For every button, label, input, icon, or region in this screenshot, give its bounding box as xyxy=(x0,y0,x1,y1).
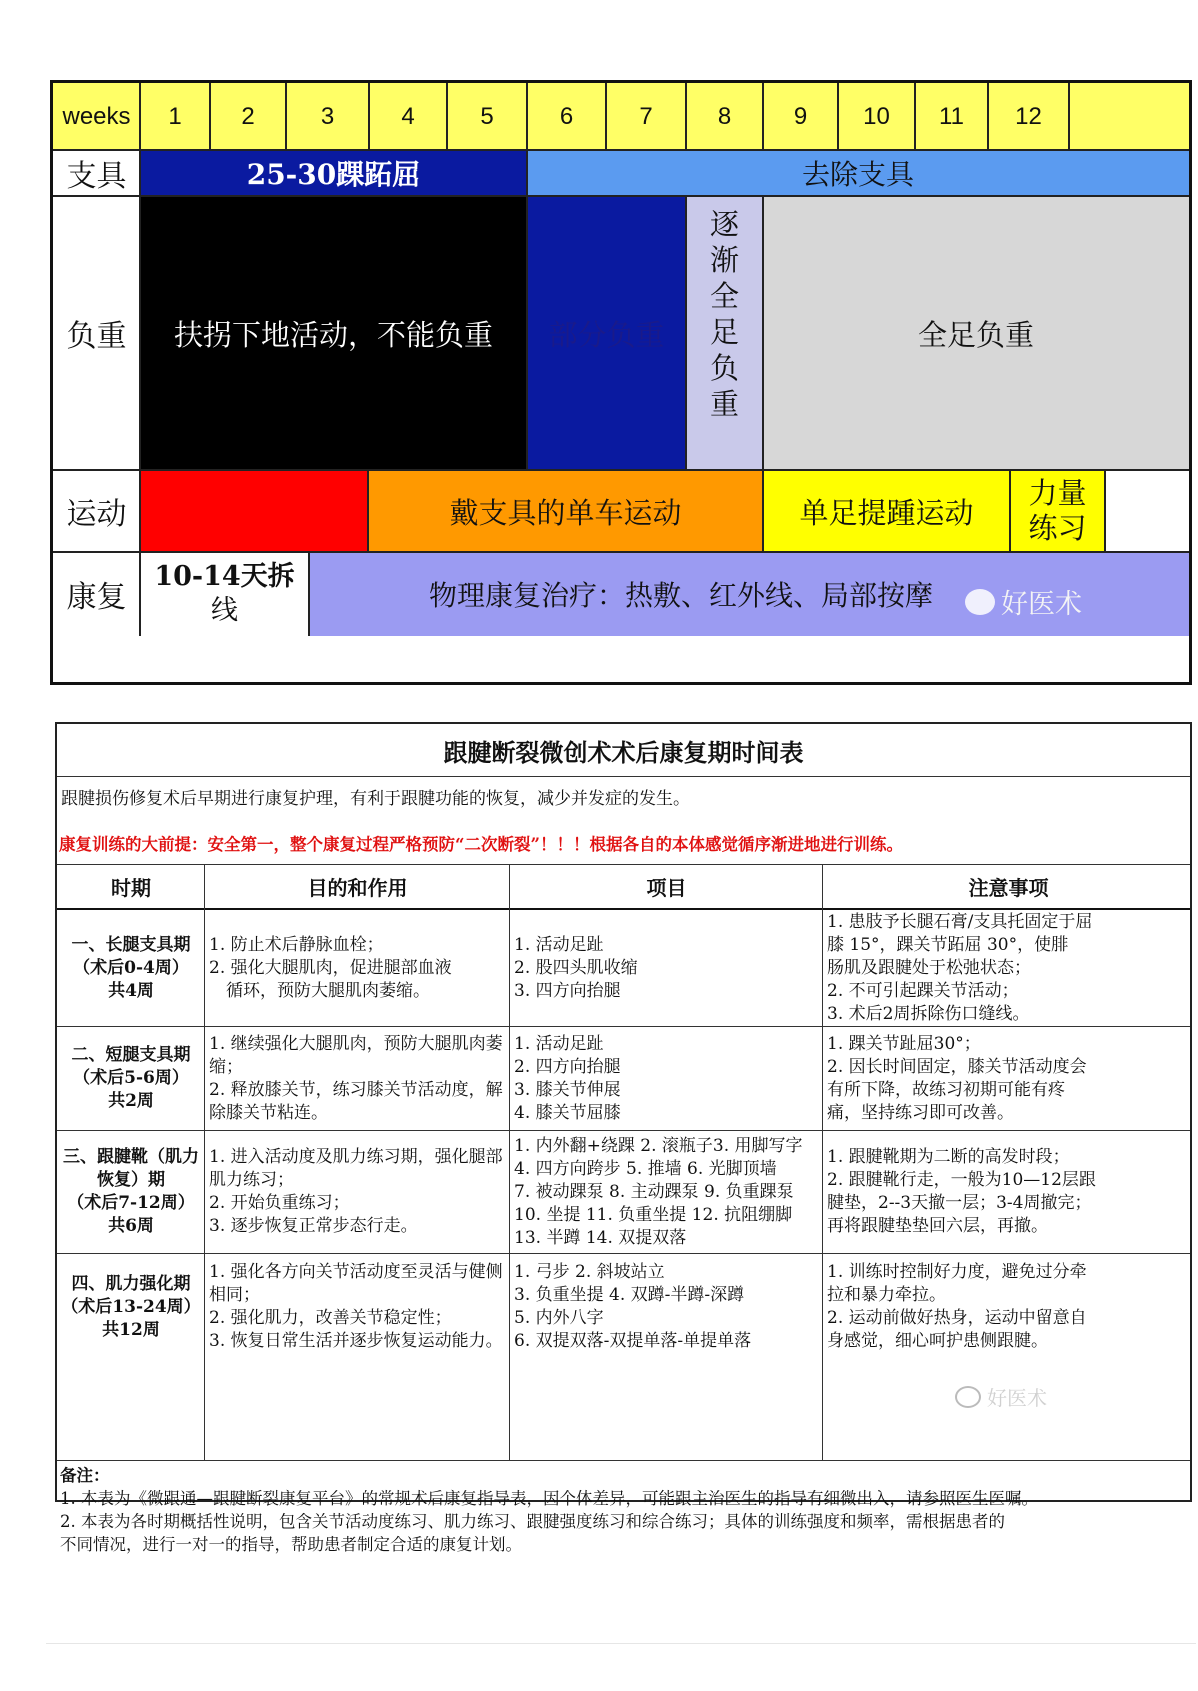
row-1-items xyxy=(510,910,823,1026)
notes-line: 有所下降，故练习初期可能有疼 xyxy=(827,1079,1065,1100)
watermark xyxy=(965,582,1082,621)
header-period: 时期 xyxy=(111,876,151,900)
items-line: 13. 半蹲 14. 双提双落 xyxy=(514,1227,687,1248)
row-3-notes xyxy=(823,1131,1194,1253)
weight-bar-no-weight-label: 扶拐下地活动，不能负重 xyxy=(173,317,493,352)
row-4-notes xyxy=(823,1254,1194,1360)
period-line: （术后0-4周） xyxy=(73,957,189,978)
notes-line: 拉和暴力牵拉。 xyxy=(827,1285,946,1305)
purpose-line: 1. 防止术后静脉血栓； xyxy=(209,934,384,955)
row-3-period xyxy=(57,1131,205,1253)
notes-line: 3. 术后2周拆除伤口缝线。 xyxy=(827,1003,1030,1024)
period-line: 四、肌力强化期 xyxy=(71,1273,191,1294)
wechat-icon xyxy=(965,589,995,615)
purpose-line: 1. 进入活动度及肌力练习期，强化腿部 xyxy=(209,1147,503,1167)
row-1-purpose xyxy=(205,910,510,1026)
weight-bar-gradual-char: 渐 xyxy=(709,243,739,277)
row-2-items xyxy=(510,1027,823,1130)
period-line: （术后13-24周） xyxy=(61,1296,201,1317)
notes-line: 膝 15°，踝关节跖屈 30°，使腓 xyxy=(827,934,1069,955)
exercise-bar-red xyxy=(140,470,368,552)
row-label-brace: 支具 xyxy=(66,159,127,194)
purpose-line: 除膝关节粘连。 xyxy=(209,1102,328,1123)
brace-bar-remove xyxy=(527,150,1189,196)
weight-bar-no-weight xyxy=(140,196,527,470)
items-line: 2. 四方向抬腿 xyxy=(514,1056,621,1077)
weight-bar-partial-label: 部分负重 xyxy=(548,317,665,352)
row-1-notes xyxy=(823,910,1194,1026)
notes-line: 1. 训练时控制好力度，避免过分牵 xyxy=(827,1262,1087,1282)
row-3-items xyxy=(510,1131,823,1253)
notes-line: 1. 跟腱靴期为二断的高发时段； xyxy=(827,1147,1070,1167)
period-line: 一、长腿支具期 xyxy=(71,934,191,955)
exercise-bar-cycling-label: 戴支具的单车运动 xyxy=(449,495,682,530)
purpose-line: 1. 强化各方向关节活动度至灵活与健侧 xyxy=(209,1262,503,1282)
items-line: 3. 负重坐提 4. 双蹲-半蹲-深蹲 xyxy=(514,1285,745,1305)
row-label-weight: 负重 xyxy=(66,319,127,354)
notes-line: 痛，坚持练习即可改善。 xyxy=(827,1102,1014,1123)
weight-bar-gradual-char: 负 xyxy=(709,351,739,385)
rehab-schedule-table xyxy=(55,722,1192,1554)
week-5: 5 xyxy=(480,102,494,130)
exercise-bar-strength-label-2: 练习 xyxy=(1028,511,1087,545)
row-4-items xyxy=(510,1254,823,1360)
week-3: 3 xyxy=(320,102,335,130)
notes-line: 2. 不可引起踝关节活动； xyxy=(827,980,1019,1001)
week-4: 4 xyxy=(401,102,415,130)
remark-line-2: 2. 本表为各时期概括性说明，包含关节活动度练习、肌力练习、跟腱强度练习和综合练习；具体的训练强度和频率，需根据患者的 xyxy=(60,1512,1005,1531)
purpose-line: 2. 强化大腿肌肉，促进腿部血液 xyxy=(209,957,452,978)
purpose-line: 2. 强化肌力，改善关节稳定性； xyxy=(209,1308,452,1328)
items-line: 3. 膝关节伸展 xyxy=(514,1079,621,1100)
notes-line: 再将跟腱垫垫回六层，再撤。 xyxy=(827,1216,1048,1236)
notes-line: 腱垫，2--3天撤一层；3-4周撤完； xyxy=(827,1193,1092,1213)
rehab-bar-suture xyxy=(140,552,309,636)
remark-title: 备注： xyxy=(60,1466,110,1485)
exercise-bar-heel-raise xyxy=(763,470,1010,552)
row-4-period xyxy=(57,1254,205,1360)
header-purpose: 目的和作用 xyxy=(307,876,408,900)
items-line: 5. 内外八字 xyxy=(514,1308,604,1328)
notes-line: 1. 患肢予长腿石膏/支具托固定于屈 xyxy=(827,911,1093,932)
period-line: （术后5-6周） xyxy=(73,1068,189,1088)
purpose-line: 3. 逐步恢复正常步态行走。 xyxy=(209,1216,418,1236)
remark-line-3: 不同情况，进行一对一的指导，帮助患者制定合适的康复计划。 xyxy=(60,1535,522,1554)
notes-line: 肠肌及跟腱处于松弛状态； xyxy=(827,957,1031,978)
week-6: 6 xyxy=(559,102,574,130)
week-9: 9 xyxy=(793,102,808,130)
header-notes: 注意事项 xyxy=(968,876,1049,900)
weight-bar-gradual-char: 全 xyxy=(709,279,739,313)
weight-bar-gradual-char: 重 xyxy=(709,387,739,421)
week-12: 12 xyxy=(1015,102,1042,130)
items-line: 1. 内外翻+绕踝 2. 滚瓶子3. 用脚写字 xyxy=(514,1135,803,1156)
week-2: 2 xyxy=(241,102,255,130)
exercise-bar-strength xyxy=(1010,470,1105,552)
exercise-bar-cycling xyxy=(368,470,763,552)
remarks xyxy=(60,1464,1190,1556)
wechat-icon xyxy=(955,1386,981,1408)
purpose-line: 缩； xyxy=(209,1056,243,1077)
notes-line: 2. 跟腱靴行走，一般为10—12层跟 xyxy=(827,1170,1096,1190)
purpose-line: 1. 继续强化大腿肌肉，预防大腿肌肉萎 xyxy=(209,1033,503,1054)
purpose-line: 相同； xyxy=(209,1285,260,1305)
period-line: 二、短腿支具期 xyxy=(71,1045,191,1065)
brace-bar-plantarflexion xyxy=(140,150,527,196)
items-line: 3. 四方向抬腿 xyxy=(514,980,621,1001)
period-line: 共12周 xyxy=(102,1319,160,1340)
period-line: （术后7-12周） xyxy=(67,1193,195,1213)
week-7: 7 xyxy=(639,102,653,130)
items-line: 7. 被动踝泵 8. 主动踝泵 9. 负重踝泵 xyxy=(514,1181,794,1202)
notes-line: 1. 踝关节趾屈30°； xyxy=(827,1033,981,1054)
period-line: 恢复）期 xyxy=(97,1170,165,1190)
rehab-timeline-chart xyxy=(50,80,1192,685)
row-3-purpose xyxy=(205,1131,510,1253)
weeks-label: weeks xyxy=(62,102,131,130)
rehab-bar-suture-label-2: 线 xyxy=(211,595,238,626)
brace-bar-plantarflexion-label: 25-30踝跖屈 xyxy=(246,158,421,191)
items-line: 6. 双提双落-双提单落-单提单落 xyxy=(514,1331,752,1351)
schedule-warning: 康复训练的大前提：安全第一，整个康复过程严格预防“二次断裂”！！！根据各自的本体感觉循序渐进地进行训练。 xyxy=(59,835,903,854)
bottom-divider xyxy=(46,1643,1196,1644)
exercise-bar-heel-raise-label: 单足提踵运动 xyxy=(799,495,974,530)
period-line: 三、跟腱靴（肌力 xyxy=(63,1147,199,1167)
rehab-bar-suture-label-1: 10-14天拆 xyxy=(154,561,295,592)
exercise-bar-strength-label-1: 力量 xyxy=(1028,476,1087,510)
items-line: 1. 活动足趾 xyxy=(514,934,604,955)
weight-bar-gradual-char: 足 xyxy=(709,315,739,349)
rehab-bar-physio-label: 物理康复治疗：热敷、红外线、局部按摩 xyxy=(429,579,934,612)
week-11: 11 xyxy=(939,102,964,130)
row-2-period xyxy=(57,1027,205,1130)
purpose-line: 肌力练习； xyxy=(209,1170,294,1190)
row-label-exercise: 运动 xyxy=(66,497,127,532)
schedule-intro: 跟腱损伤修复术后早期进行康复护理，有利于跟腱功能的恢复，减少并发症的发生。 xyxy=(61,789,690,809)
row-2-purpose xyxy=(205,1027,510,1130)
remark-line-1: 1. 本表为《微跟通—跟腱断裂康复平台》的常规术后康复指导表，因个体差异，可能跟主治医生的指导有细微出入，请参照医生医嘱。 xyxy=(60,1489,1038,1508)
purpose-line: 3. 恢复日常生活并逐步恢复运动能力。 xyxy=(209,1331,503,1351)
row-1-period xyxy=(57,910,205,1026)
schedule-title: 跟腱断裂微创术术后康复期时间表 xyxy=(443,737,804,767)
watermark-text: 好医术 xyxy=(1001,589,1082,619)
notes-line: 身感觉，细心呵护患侧跟腱。 xyxy=(827,1331,1048,1351)
items-line: 4. 膝关节屈膝 xyxy=(514,1102,621,1123)
notes-line: 2. 因长时间固定，膝关节活动度会 xyxy=(827,1056,1087,1077)
row-4-purpose xyxy=(205,1254,510,1360)
notes-line: 2. 运动前做好热身，运动中留意自 xyxy=(827,1308,1087,1328)
row-label-rehab: 康复 xyxy=(66,580,127,615)
purpose-line: 循环，预防大腿肌肉萎缩。 xyxy=(209,980,430,1001)
items-line: 10. 坐提 11. 负重坐提 12. 抗阻绷脚 xyxy=(514,1204,793,1225)
exercise-bar-white-tail xyxy=(1105,470,1189,552)
watermark-bottom xyxy=(955,1382,1047,1411)
week-1: 1 xyxy=(168,102,182,130)
header-items: 项目 xyxy=(646,876,687,900)
items-line: 1. 活动足趾 xyxy=(514,1033,604,1054)
weight-bar-gradual-char: 逐 xyxy=(709,207,739,241)
weight-bar-partial xyxy=(527,196,686,470)
weight-bar-full xyxy=(763,196,1189,470)
weight-bar-gradual xyxy=(686,196,763,470)
purpose-line: 2. 释放膝关节，练习膝关节活动度，解 xyxy=(209,1079,503,1100)
period-line: 共4周 xyxy=(108,980,154,1001)
brace-bar-remove-label: 去除支具 xyxy=(801,158,914,191)
period-line: 共6周 xyxy=(108,1216,154,1236)
row-2-notes xyxy=(823,1027,1194,1130)
items-line: 4. 四方向跨步 5. 推墙 6. 光脚顶墙 xyxy=(514,1158,777,1179)
items-line: 1. 弓步 2. 斜坡站立 xyxy=(514,1262,665,1282)
weight-bar-full-label: 全足负重 xyxy=(917,317,1034,352)
period-line: 共2周 xyxy=(108,1091,154,1111)
week-10: 10 xyxy=(863,102,890,130)
week-8: 8 xyxy=(717,102,732,130)
purpose-line: 2. 开始负重练习； xyxy=(209,1193,350,1213)
watermark-bottom-text: 好医术 xyxy=(987,1388,1047,1410)
items-line: 2. 股四头肌收缩 xyxy=(514,957,638,978)
